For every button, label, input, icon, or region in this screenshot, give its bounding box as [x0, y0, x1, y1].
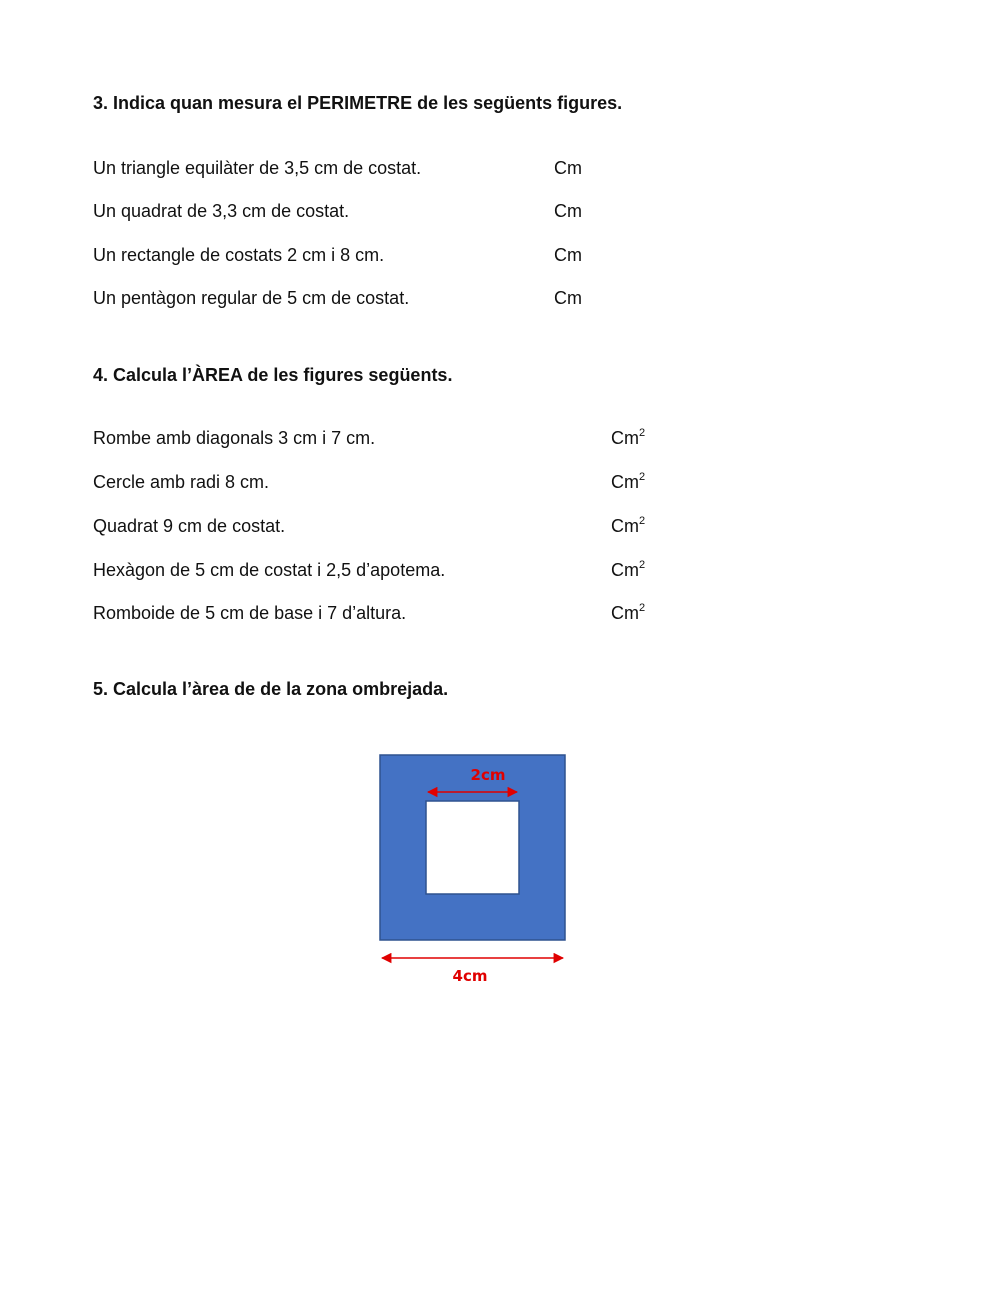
- inner-width-label: 2cm: [470, 766, 506, 784]
- area-unit-2-text: Cm: [611, 472, 639, 492]
- section-5-heading: 5. Calcula l’àrea de de la zona ombrejada.: [93, 679, 449, 699]
- perimeter-item-3: Un rectangle de costats 2 cm i 8 cm.: [93, 245, 385, 265]
- area-unit-1: [611, 428, 645, 449]
- perimeter-unit-2: Cm: [554, 201, 582, 221]
- area-item-5: Romboide de 5 cm de base i 7 d’altura.: [93, 603, 407, 623]
- area-unit-4: [611, 560, 645, 581]
- area-item-4: Hexàgon de 5 cm de costat i 2,5 d’apotema.: [93, 560, 446, 580]
- area-unit-5-exponent: 2: [639, 602, 646, 614]
- perimeter-unit-3: Cm: [554, 245, 582, 265]
- outer-width-label: 4cm: [452, 967, 488, 985]
- area-unit-2-exponent: 2: [639, 471, 646, 483]
- inner-square: [426, 801, 519, 894]
- area-unit-5: [611, 603, 645, 624]
- section-3-heading: 3. Indica quan mesura el PERIMETRE de les següents figures.: [93, 93, 623, 113]
- section-4-heading: 4. Calcula l’ÀREA de les figures següents.: [93, 365, 453, 385]
- area-unit-5-text: Cm: [611, 603, 639, 623]
- area-unit-4-exponent: 2: [639, 559, 646, 571]
- perimeter-item-2: Un quadrat de 3,3 cm de costat.: [93, 201, 350, 221]
- area-item-1: Rombe amb diagonals 3 cm i 7 cm.: [93, 428, 376, 448]
- area-item-3: Quadrat 9 cm de costat.: [93, 516, 286, 536]
- area-unit-2: [611, 472, 645, 493]
- perimeter-unit-1: Cm: [554, 158, 582, 178]
- shaded-square-figure: [370, 745, 580, 995]
- area-unit-4-text: Cm: [611, 560, 639, 580]
- area-unit-3-exponent: 2: [639, 515, 646, 527]
- perimeter-item-1: Un triangle equilàter de 3,5 cm de costat.: [93, 158, 422, 178]
- area-unit-3: [611, 516, 645, 537]
- area-unit-1-exponent: 2: [639, 427, 646, 439]
- area-unit-3-text: Cm: [611, 516, 639, 536]
- perimeter-unit-4: Cm: [554, 288, 582, 308]
- area-item-2: Cercle amb radi 8 cm.: [93, 472, 270, 492]
- area-unit-1-text: Cm: [611, 428, 639, 448]
- perimeter-item-4: Un pentàgon regular de 5 cm de costat.: [93, 288, 410, 308]
